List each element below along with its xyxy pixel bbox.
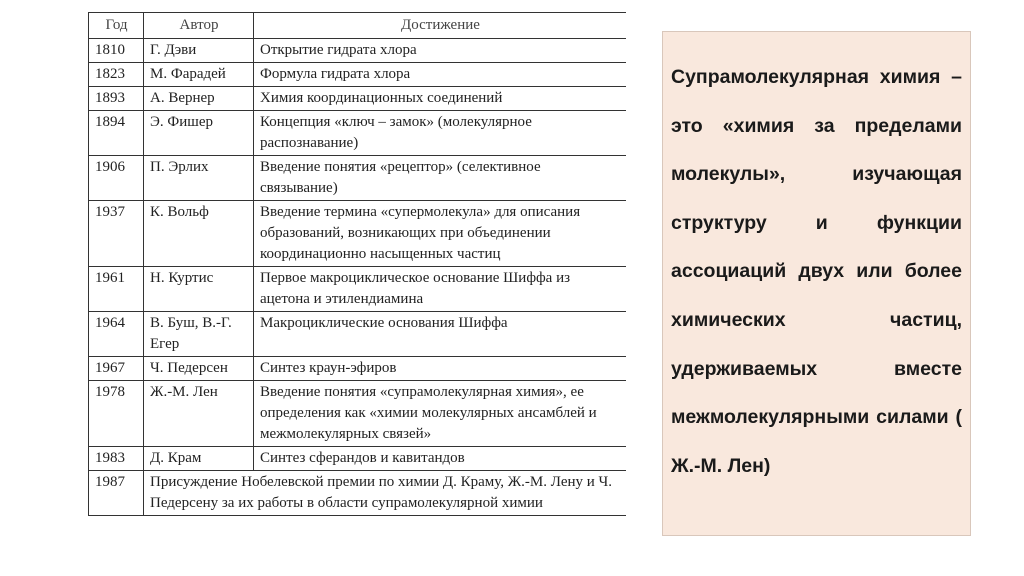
history-table: [88, 12, 626, 516]
cell-achievement-merged: Присуждение Нобелевской премии по химии Д. Краму, Ж.-М. Лену и Ч. Педерсену за их работы в области супрамолекулярной химии: [144, 471, 627, 516]
table-row: [89, 39, 627, 63]
column-header-year: Год: [89, 13, 144, 39]
cell-achievement: Концепция «ключ – замок» (молекулярное распознавание): [254, 111, 627, 156]
table-row: [89, 201, 627, 267]
column-header-achievement: Достижение: [254, 13, 627, 39]
cell-achievement: Введение понятия «супрамолекулярная химия», ее определения как «химии молекулярных ансамблей и межмолекулярных связей»: [254, 381, 627, 447]
table-row: [89, 63, 627, 87]
cell-year: 1810: [89, 39, 144, 63]
cell-author: Ж.-М. Лен: [144, 381, 254, 447]
definition-text: Супрамолекулярная химия – это «химия за пределами молекулы», изучающая структуру и функции ассоциаций двух или более химических частиц, удерживаемых вместе межмолекулярными силами ( Ж.-М. Лен): [671, 66, 962, 477]
definition-box: [662, 31, 971, 536]
cell-achievement: Макроциклические основания Шиффа: [254, 312, 627, 357]
cell-author: А. Вернер: [144, 87, 254, 111]
column-header-author: Автор: [144, 13, 254, 39]
cell-achievement: Формула гидрата хлора: [254, 63, 627, 87]
cell-author: К. Вольф: [144, 201, 254, 267]
table-row-nobel: [89, 471, 627, 516]
table-row: [89, 111, 627, 156]
cell-year: 1964: [89, 312, 144, 357]
cell-author: Ч. Педерсен: [144, 357, 254, 381]
cell-year: 1893: [89, 87, 144, 111]
cell-author: Н. Куртис: [144, 267, 254, 312]
cell-achievement: Синтез сферандов и кавитандов: [254, 447, 627, 471]
history-table-container: [88, 12, 626, 576]
table-row: [89, 357, 627, 381]
table-header-row: [89, 13, 627, 39]
table-body: [89, 39, 627, 516]
cell-author: В. Буш, В.-Г. Егер: [144, 312, 254, 357]
cell-author: Э. Фишер: [144, 111, 254, 156]
cell-achievement: Первое макроциклическое основание Шиффа из ацетона и этилендиамина: [254, 267, 627, 312]
table-row: [89, 381, 627, 447]
cell-year: 1961: [89, 267, 144, 312]
cell-year: 1983: [89, 447, 144, 471]
cell-achievement: Синтез краун-эфиров: [254, 357, 627, 381]
cell-author: Г. Дэви: [144, 39, 254, 63]
cell-author: Д. Крам: [144, 447, 254, 471]
cell-achievement: Введение понятия «рецептор» (селективное связывание): [254, 156, 627, 201]
cell-year: 1823: [89, 63, 144, 87]
table-row: [89, 87, 627, 111]
cell-achievement: Введение термина «супермолекула» для описания образований, возникающих при объединении координационно насыщенных частиц: [254, 201, 627, 267]
cell-year: 1967: [89, 357, 144, 381]
cell-achievement: Химия координационных соединений: [254, 87, 627, 111]
cell-year: 1906: [89, 156, 144, 201]
cell-achievement: Открытие гидрата хлора: [254, 39, 627, 63]
cell-year: 1987: [89, 471, 144, 516]
cell-year: 1937: [89, 201, 144, 267]
table-row: [89, 312, 627, 357]
cell-author: М. Фарадей: [144, 63, 254, 87]
table-row: [89, 156, 627, 201]
table-row: [89, 267, 627, 312]
table-row: [89, 447, 627, 471]
cell-year: 1894: [89, 111, 144, 156]
cell-year: 1978: [89, 381, 144, 447]
cell-author: П. Эрлих: [144, 156, 254, 201]
